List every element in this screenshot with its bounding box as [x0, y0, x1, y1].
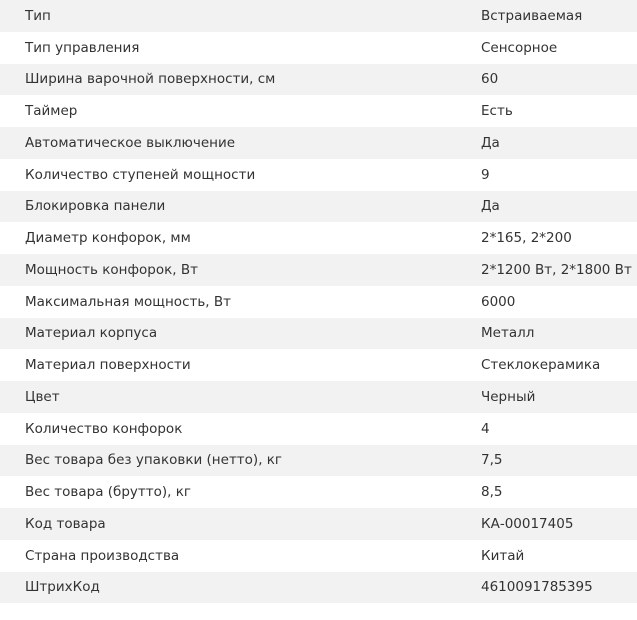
spec-row: [0, 95, 637, 127]
spec-value: 9: [456, 159, 637, 191]
spec-value: Да: [456, 191, 637, 223]
spec-value: Черный: [456, 381, 637, 413]
spec-row: [0, 508, 637, 540]
spec-name: Мощность конфорок, Вт: [0, 254, 456, 286]
spec-name: Автоматическое выключение: [0, 127, 456, 159]
spec-name: Код товара: [0, 508, 456, 540]
spec-name: Вес товара без упаковки (нетто), кг: [0, 445, 456, 477]
spec-name: Таймер: [0, 95, 456, 127]
spec-value: 4: [456, 413, 637, 445]
spec-name: Страна производства: [0, 540, 456, 572]
spec-value: 2*1200 Вт, 2*1800 Вт: [456, 254, 637, 286]
spec-row: [0, 254, 637, 286]
spec-name: Тип управления: [0, 32, 456, 64]
spec-name: Максимальная мощность, Вт: [0, 286, 456, 318]
spec-value: 7,5: [456, 445, 637, 477]
spec-name: Материал корпуса: [0, 318, 456, 350]
spec-row: [0, 540, 637, 572]
spec-row: [0, 64, 637, 96]
spec-value: 6000: [456, 286, 637, 318]
spec-row: [0, 32, 637, 64]
spec-name: Блокировка панели: [0, 191, 456, 223]
spec-row: [0, 318, 637, 350]
spec-value: 8,5: [456, 476, 637, 508]
spec-name: Материал поверхности: [0, 349, 456, 381]
spec-row: [0, 222, 637, 254]
spec-value: 2*165, 2*200: [456, 222, 637, 254]
spec-value: КА-00017405: [456, 508, 637, 540]
spec-row: [0, 381, 637, 413]
spec-name: Цвет: [0, 381, 456, 413]
spec-row: [0, 572, 637, 604]
spec-value: Сенсорное: [456, 32, 637, 64]
spec-value: Китай: [456, 540, 637, 572]
spec-name: Количество ступеней мощности: [0, 159, 456, 191]
spec-row: [0, 349, 637, 381]
spec-row: [0, 476, 637, 508]
spec-name: ШтрихКод: [0, 572, 456, 604]
spec-row: [0, 159, 637, 191]
spec-name: Ширина варочной поверхности, см: [0, 64, 456, 96]
spec-row: [0, 286, 637, 318]
spec-row: [0, 413, 637, 445]
spec-name: Вес товара (брутто), кг: [0, 476, 456, 508]
spec-value: 60: [456, 64, 637, 96]
spec-value: Встраиваемая: [456, 0, 637, 32]
spec-name: Диаметр конфорок, мм: [0, 222, 456, 254]
spec-value: Металл: [456, 318, 637, 350]
spec-row: [0, 191, 637, 223]
spec-value: Есть: [456, 95, 637, 127]
spec-value: Да: [456, 127, 637, 159]
spec-value: Стеклокерамика: [456, 349, 637, 381]
spec-name: Количество конфорок: [0, 413, 456, 445]
spec-row: [0, 0, 637, 32]
spec-row: [0, 127, 637, 159]
spec-value: 4610091785395: [456, 572, 637, 604]
spec-name: Тип: [0, 0, 456, 32]
spec-row: [0, 445, 637, 477]
